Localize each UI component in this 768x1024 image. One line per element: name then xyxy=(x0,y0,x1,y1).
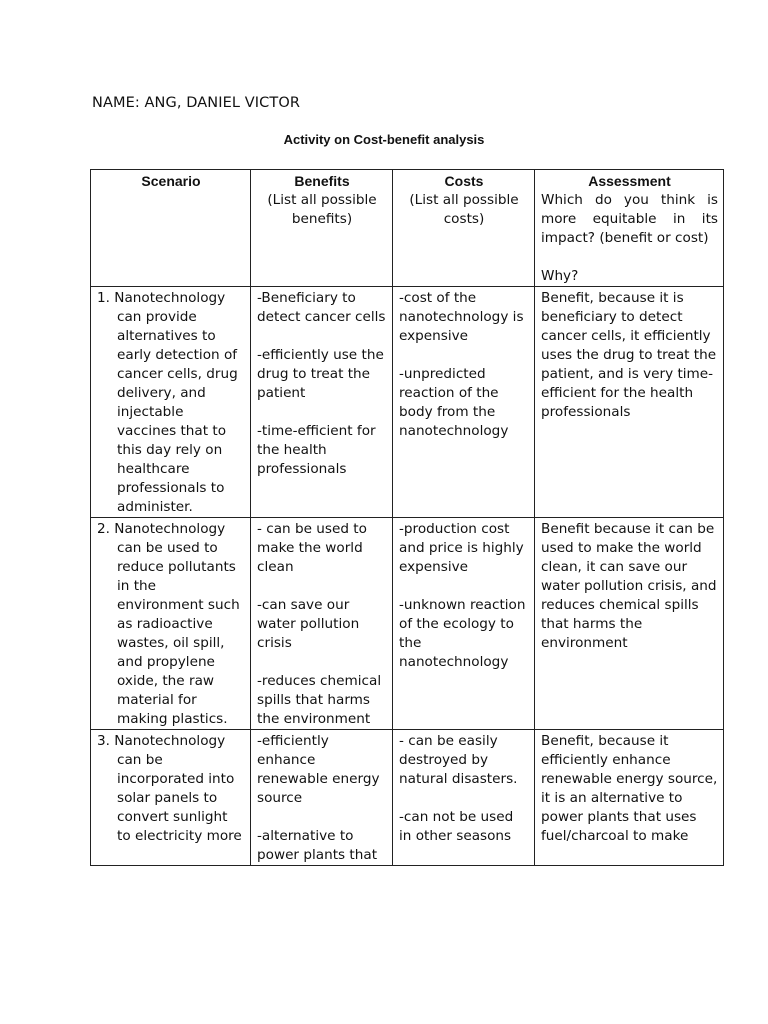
benefit-item: -can save our water pollution crisis xyxy=(257,597,360,651)
benefit-item: -alternative to power plants that xyxy=(257,828,378,863)
header-scenario xyxy=(91,170,251,287)
costs-cell xyxy=(393,730,535,866)
assessment-cell: Benefit because it can be used to make the world clean, it can save our water pollution crisis, and reduces chemical spills that harms the environment xyxy=(535,518,724,730)
costs-cell xyxy=(393,518,535,730)
benefits-cell xyxy=(251,287,393,518)
cost-item: -unpredicted reaction of the body from the nanotechnology xyxy=(399,366,509,439)
scenario-cell: 1. Nanotechnology can provide alternatives to early detection of cancer cells, drug delivery, and injectable vaccines that to this day rely on healthcare professionals to administer. xyxy=(91,287,251,518)
cost-item: -production cost and price is highly expensive xyxy=(399,521,524,575)
header-costs xyxy=(393,170,535,287)
benefit-item: -time-efficient for the health professionals xyxy=(257,423,376,477)
table-header-row xyxy=(91,170,724,287)
student-name: NAME: ANG, DANIEL VICTOR xyxy=(92,95,301,111)
header-assessment-why: Why? xyxy=(541,268,579,284)
cost-item: -can not be used in other seasons xyxy=(399,809,514,844)
cost-item: - can be easily destroyed by natural disasters. xyxy=(399,733,518,787)
header-assessment xyxy=(535,170,724,287)
benefit-item: -reduces chemical spills that harms the environment xyxy=(257,673,382,727)
header-assessment-question: Which do you think is more equitable in its impact? (benefit or cost) xyxy=(541,192,718,246)
benefit-item: - can be used to make the world clean xyxy=(257,521,367,575)
cost-item: -cost of the nanotechnology is expensive xyxy=(399,290,524,344)
header-costs-sub: (List all possible costs) xyxy=(409,192,519,227)
header-benefits xyxy=(251,170,393,287)
scenario-cell: 3. Nanotechnology can be incorporated into solar panels to convert sunlight to electricity more xyxy=(91,730,251,866)
costs-cell xyxy=(393,287,535,518)
assessment-cell: Benefit, because it is beneficiary to detect cancer cells, it efficiently uses the drug to treat the patient, and is very time-efficient for the health professionals xyxy=(535,287,724,518)
header-benefits-sub: (List all possible benefits) xyxy=(267,192,377,227)
table-row xyxy=(91,518,724,730)
header-scenario-label: Scenario xyxy=(141,173,201,189)
header-assessment-label: Assessment xyxy=(588,173,671,189)
benefits-cell xyxy=(251,518,393,730)
table-row xyxy=(91,287,724,518)
cost-benefit-table xyxy=(90,169,724,866)
cost-item: -unknown reaction of the ecology to the nanotechnology xyxy=(399,597,526,670)
benefit-item: -Beneficiary to detect cancer cells xyxy=(257,290,386,325)
scenario-cell: 2. Nanotechnology can be used to reduce pollutants in the environment such as radioactive wastes, oil spill, and propylene oxide, the raw material for making plastics. xyxy=(91,518,251,730)
benefit-item: -efficiently enhance renewable energy source xyxy=(257,733,380,806)
benefit-item: -efficiently use the drug to treat the patient xyxy=(257,347,384,401)
assessment-cell: Benefit, because it efficiently enhance renewable energy source, it is an alternative to power plants that uses fuel/charcoal to make xyxy=(535,730,724,866)
benefits-cell xyxy=(251,730,393,866)
table-row xyxy=(91,730,724,866)
header-costs-label: Costs xyxy=(444,173,484,189)
header-benefits-label: Benefits xyxy=(294,173,350,189)
document-title: Activity on Cost-benefit analysis xyxy=(283,132,485,147)
